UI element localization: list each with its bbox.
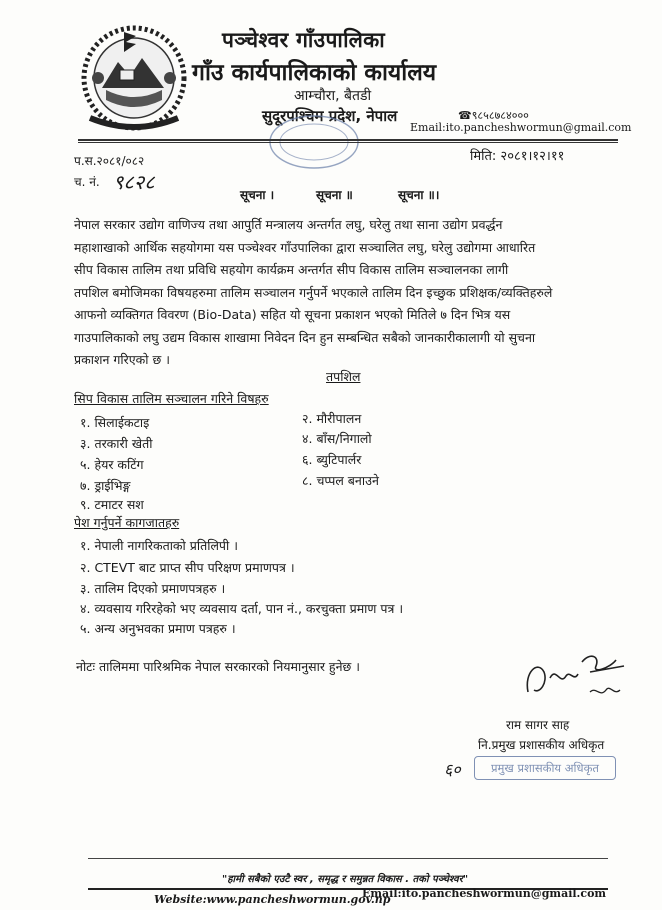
footer-slogan: "हामी सबैको एउटै स्वर , समृद्ध र समुन्नत विकास . तको पञ्चेश्वर" — [222, 874, 469, 885]
signatory-title: नि.प्रमुख प्रशासकीय अधिकृत — [478, 738, 605, 752]
government-emblem — [80, 18, 188, 136]
subject-item: ८. चप्पल बनाउने — [302, 473, 379, 488]
footer-website: Website:www.pancheshwormun.gov.np — [154, 893, 391, 906]
document-item: ४. व्यवसाय गरिरहेको भए व्यवसाय दर्ता, पान नं., करचुक्ता प्रमाण पत्र । — [80, 601, 404, 616]
body-line: गाउपालिकाको लघु उद्यम विकास शाखामा निवेदन दिन हुन सम्बन्धित सबैको जानकारीकालागी यो सुचना — [74, 329, 536, 345]
office-address: आम्चौरा, बैतडी — [294, 88, 372, 104]
notice-body — [74, 214, 614, 372]
note-text: नोटः तालिममा पारिश्रमिक नेपाल सरकारको नियमानुसार हुनेछ । — [76, 659, 360, 674]
office-name-line1: पञ्चेश्वर गाँउपालिका — [222, 28, 385, 52]
office-email: Email:ito.pancheshwormun@gmail.com — [410, 121, 632, 134]
office-name-line2: गाँउ कार्यपालिकाको कार्यालय — [192, 60, 437, 86]
subject-item: ४. बाँस/निगालो — [302, 431, 372, 446]
document-item: ५. अन्य अनुभवका प्रमाण पत्रहरु । — [80, 621, 236, 636]
office-seal — [244, 112, 364, 174]
document-item: १. नेपाली नागरिकताको प्रतिलिपी । — [80, 538, 238, 553]
body-line: प्रकाशन गरिएको छ । — [74, 352, 170, 367]
dispatch-number: ९८२८ — [113, 170, 155, 194]
body-line: आफनो व्यक्तिगत विवरण (Bio-Data) सहित यो सूचना प्रकाशन भएको मितिले ७ दिन भित्र यस — [74, 307, 511, 322]
dispatch-label: च. नं. — [74, 175, 100, 189]
subjects-heading: सिप विकास तालिम सञ्चालन गरिने विषहरु — [74, 391, 269, 406]
subject-item: ३. तरकारी खेती — [80, 436, 153, 451]
signature-mark — [520, 642, 630, 714]
subject-item: ७. ड्राईभिङ्ग — [80, 478, 131, 493]
body-line: तपशिल बमोजिमका विषयहरुमा तालिम सञ्चालन गर्नुपर्ने भएकाले तालिम दिन इच्छुक प्रशिक्षक/व्यक्तिहरुले — [74, 284, 553, 300]
subject-item: १. सिलाईकटाइ — [80, 415, 150, 430]
subject-item: ९. टमाटर सश — [80, 497, 144, 512]
footer-divider — [88, 858, 608, 859]
body-line: नेपाल सरकार उद्योग वाणिज्य तथा आपुर्ति मन्त्रालय अन्तर्गत लघु, घरेलु तथा साना उद्योग प्रवर्द्धन — [74, 217, 503, 232]
reference-number: प.स.२०८१/०८२ — [74, 154, 145, 168]
subject-item: ५. हेयर कटिंग — [80, 457, 144, 472]
office-province: सुदूरपश्चिम प्रदेश, नेपाल — [262, 107, 398, 125]
body-line: महाशाखाको आर्थिक सहयोगमा यस पञ्चेश्वर गाँउपालिका द्वारा सञ्चालित लघु, घरेलु उद्योगमा आधारित — [74, 239, 536, 255]
subject-item: ६. ब्युटिपार्लर — [302, 452, 362, 467]
signatory-name: राम सागर साह — [506, 718, 570, 732]
letter-date: मिति: २०८१।१२।११ — [470, 149, 565, 164]
documents-heading: पेश गर्नुपर्ने कागजातहरु — [74, 515, 180, 530]
document-item: २. CTEVT बाट प्राप्त सीप परिक्षण प्रमाणपत्र । — [80, 560, 295, 575]
header-divider — [78, 139, 618, 143]
notice-heading-2: सूचना ॥ — [316, 188, 353, 202]
body-line: सीप विकास तालिम तथा प्रविधि सहयोग कार्यक्रम अन्तर्गत सीप विकास तालिम सञ्चालनका लागी — [74, 262, 509, 277]
footer-email: Email:ito.pancheshwormun@gmail.com — [362, 887, 607, 900]
subject-item: २. मौरीपालन — [302, 411, 362, 426]
officer-stamp: प्रमुख प्रशासकीय अधिकृत — [474, 756, 616, 780]
notice-heading-1: सूचना । — [240, 188, 275, 202]
notice-heading-3: सूचना ॥। — [398, 188, 440, 202]
signature-prefix: ६० — [444, 760, 461, 779]
document-item: ३. तालिम दिएको प्रमाणपत्रहरु । — [80, 581, 226, 596]
office-phone: ☎९८५८७८४००० — [458, 109, 529, 122]
details-heading: तपशिल — [326, 369, 361, 384]
